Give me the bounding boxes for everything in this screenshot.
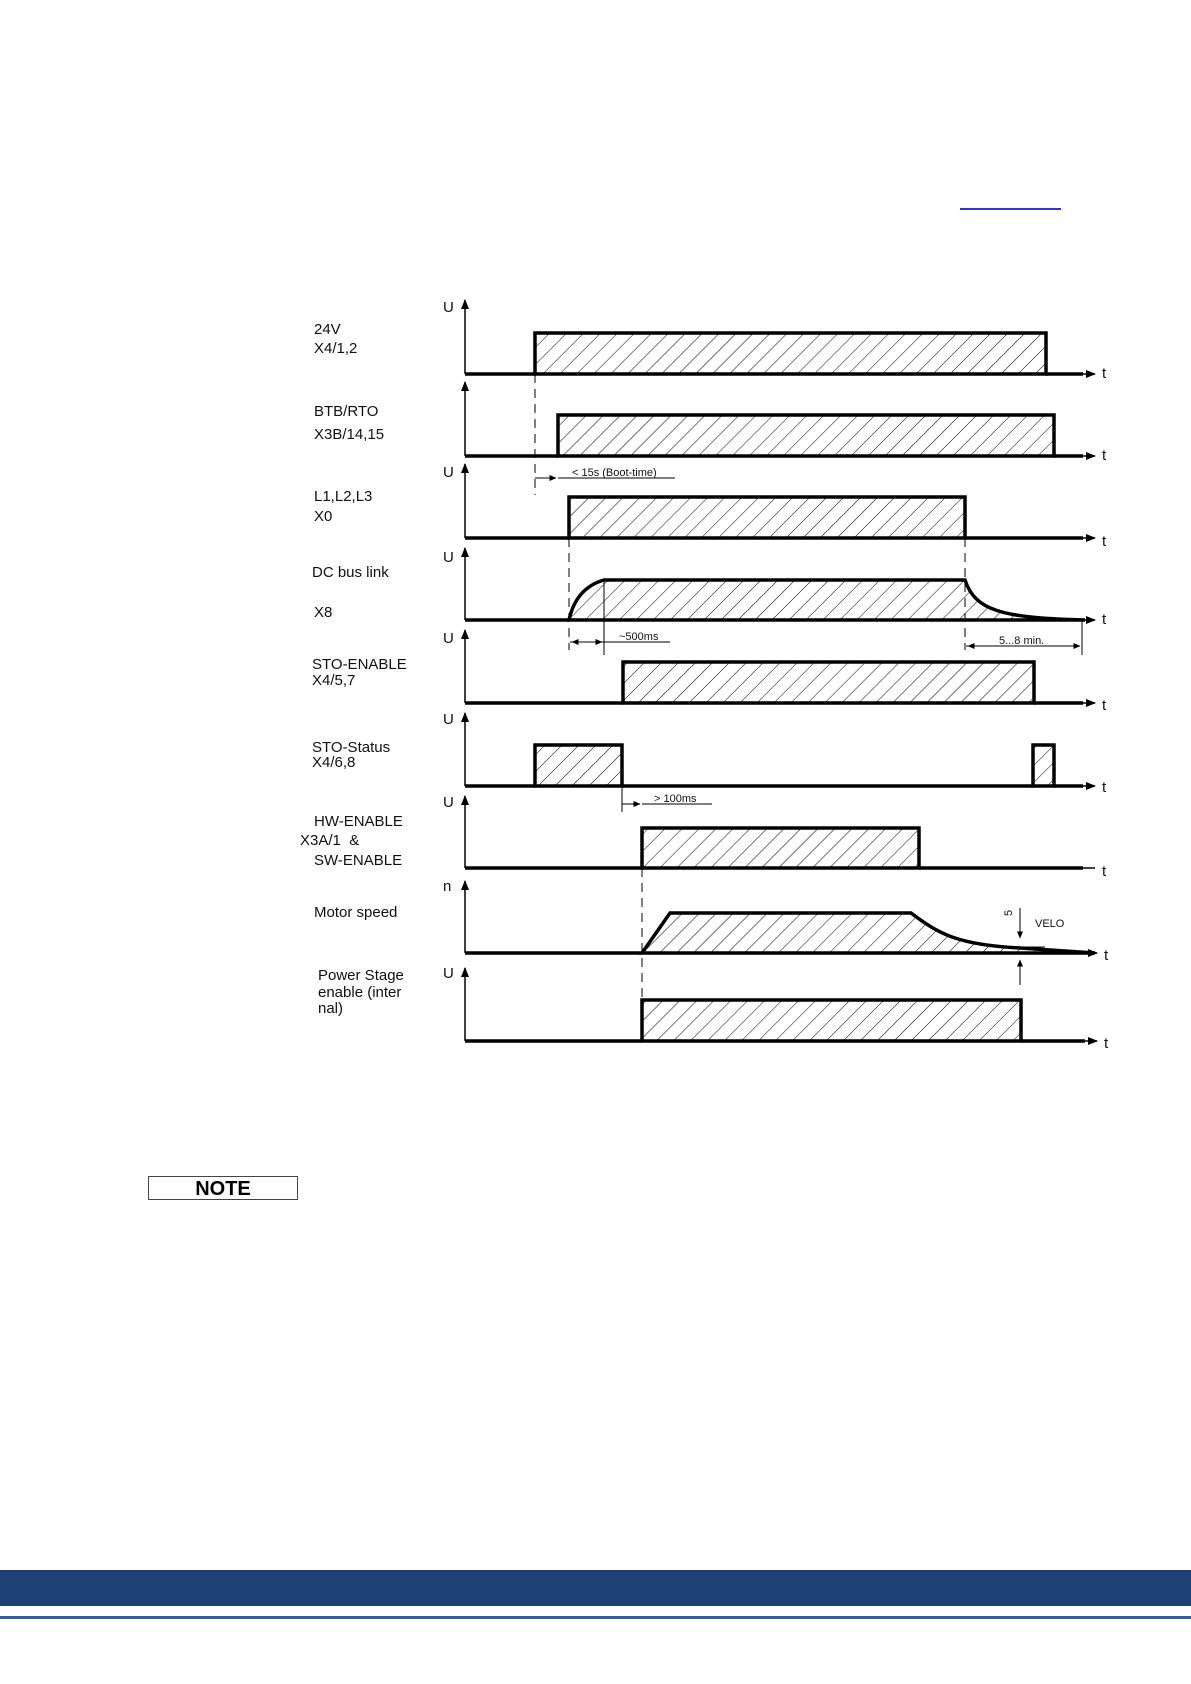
signal-label-btb: BTB/RTO X3B/14,15: [314, 403, 385, 443]
footer-band: [0, 1570, 1191, 1606]
signal-label-sto-enable: STO-ENABLE X4/5,7: [312, 656, 407, 689]
axis-label-t: t: [1104, 947, 1109, 964]
signal-label-x8: X8: [314, 604, 333, 621]
signal-row-dcbus: [312, 548, 1107, 655]
signal-row-btb: [314, 382, 1107, 479]
axis-label-u: U: [443, 711, 454, 728]
axis-label-u: U: [443, 299, 454, 316]
pulse-mains: [569, 497, 965, 538]
signal-row-sto-enable: [312, 630, 1107, 714]
curve-dcbus: [569, 580, 1085, 620]
signal-row-hw-enable: [300, 794, 1107, 880]
axis-label-t: t: [1102, 533, 1107, 550]
pulse-sto-enable: [623, 662, 1034, 703]
annotation-dc-rise: ~500ms: [619, 631, 659, 643]
annotation-velo: VELO: [1035, 918, 1065, 930]
axis-label-u: U: [443, 794, 454, 811]
signal-row-motor-speed: [314, 878, 1109, 985]
pulse-power-stage: [642, 1000, 1021, 1041]
axis-label-u: U: [443, 549, 454, 566]
pulse-sto-status-2: [1033, 745, 1054, 786]
annotation-boot-time: < 15s (Boot-time): [572, 467, 657, 479]
signal-row-24v: [314, 299, 1107, 382]
axis-label-t: t: [1102, 697, 1107, 714]
pulse-btb: [558, 415, 1054, 456]
axis-label-t: t: [1104, 1035, 1109, 1052]
annotation-velo-value: 5: [1003, 909, 1015, 916]
pulse-hw-enable: [642, 828, 919, 868]
pulse-sto-status-1: [535, 745, 622, 786]
annotation-dc-decay: 5...8 min.: [999, 635, 1045, 647]
axis-label-t: t: [1102, 779, 1107, 796]
axis-label-t: t: [1102, 447, 1107, 464]
signal-label-hw-enable: HW-ENABLE X3A/1 & SW-ENABLE: [300, 813, 403, 869]
pulse-24v: [535, 333, 1046, 374]
annotation-enable-delay: > 100ms: [654, 793, 697, 805]
signal-label-power-stage: Power Stage enable (inter nal): [318, 967, 404, 1017]
signal-label-mains: L1,L2,L3 X0: [314, 488, 373, 525]
signal-label-dcbus: DC bus link: [312, 564, 389, 581]
axis-label-t: t: [1102, 365, 1107, 382]
signal-row-sto-status: [312, 711, 1107, 812]
footer-line: [0, 1616, 1191, 1619]
signal-row-power-stage: [318, 965, 1109, 1052]
axis-label-n: n: [443, 878, 452, 895]
note-label: NOTE: [148, 1176, 298, 1200]
axis-label-u: U: [443, 965, 454, 982]
axis-label-u: U: [443, 630, 454, 647]
signal-label-sto-status: STO-Status X4/6,8: [312, 739, 391, 771]
axis-label-t: t: [1102, 863, 1107, 880]
signal-label-24v: 24V X4/1,2: [314, 321, 358, 357]
axis-label-u: U: [443, 464, 454, 481]
axis-label-t: t: [1102, 611, 1107, 628]
signal-row-mains: [314, 464, 1107, 550]
signal-label-motor-speed: Motor speed: [314, 904, 398, 921]
